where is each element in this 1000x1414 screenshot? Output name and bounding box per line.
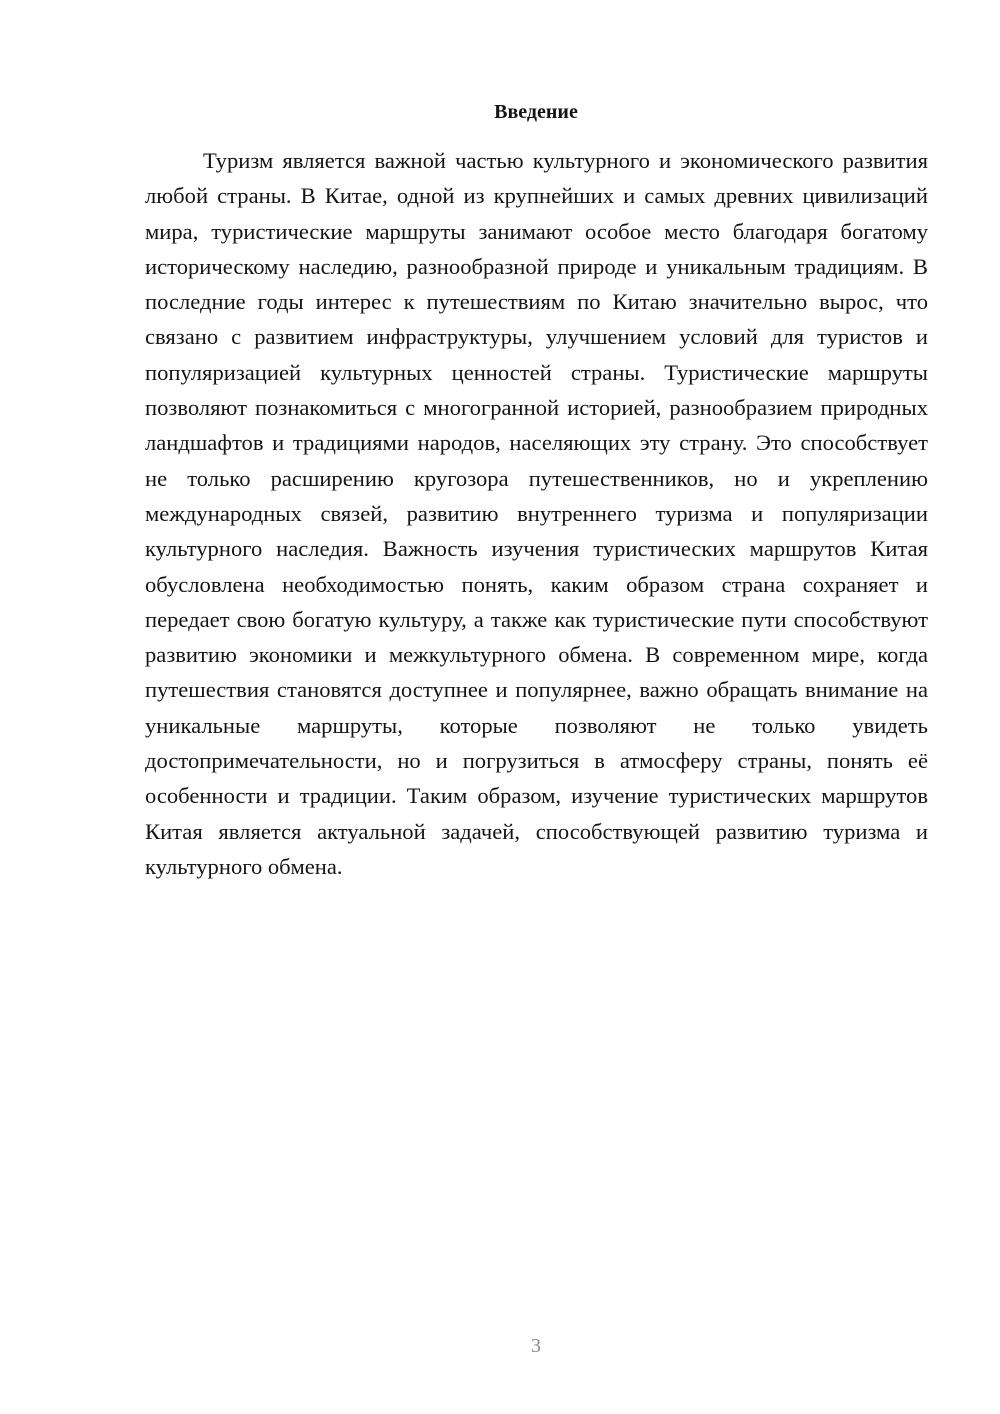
section-heading: Введение <box>494 101 578 123</box>
page-number: 3 <box>531 1335 541 1357</box>
body-paragraph: Туризм является важной частью культурного и экономического развития любой страны. В Китае, одной из крупнейших и самых древних цивилизаций мира, туристические маршруты занимают особое место благодаря богатому историческому наследию, разнообразной природе и уникальным традициям. В последние годы интерес к путешествиям по Китаю значительно вырос, что связано с развитием инфраструктуры, улучшением условий для туристов и популяризацией культурных ценностей страны. Туристические маршруты позволяют познакомиться с многогранной историей, разнообразием природных ландшафтов и традициями народов, населяющих эту страну. Это способствует не только расширению кругозора путешественников, но и укреплению международных связей, развитию внутреннего туризма и популяризации культурного наследия. Важность изучения туристических маршрутов Китая обусловлена необходимостью понять, каким образом страна сохраняет и передает свою богатую культуру, а также как туристические пути способствуют развитию экономики и межкультурного обмена. В современном мире, когда путешествия становятся доступнее и популярнее, важно обращать внимание на уникальные маршруты, которые позволяют не только увидеть достопримечательности, но и погрузиться в атмосферу страны, понять её особенности и традиции. Таким образом, изучение туристических маршрутов Китая является актуальной задачей, способствующей развитию туризма и культурного обмена. <box>145 148 928 879</box>
